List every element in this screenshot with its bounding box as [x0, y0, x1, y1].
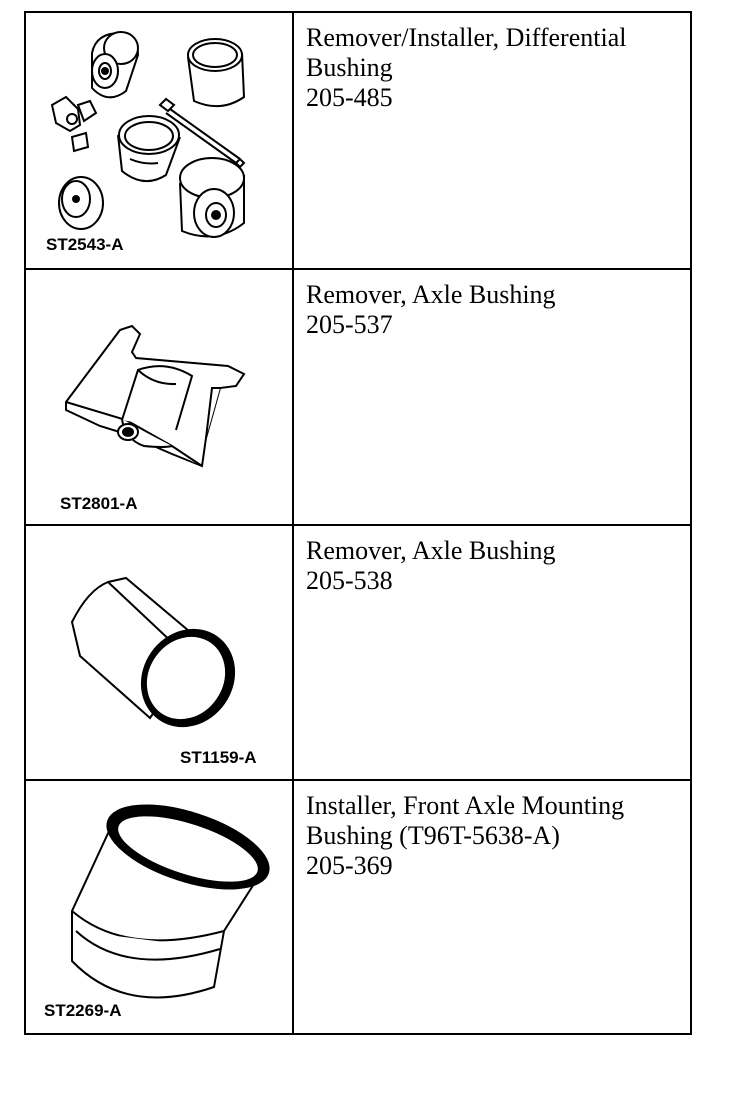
table-row — [26, 781, 690, 1033]
tool-description — [306, 280, 686, 340]
tool-number: 205-537 — [306, 310, 393, 339]
illustration-code: ST1159-A — [180, 748, 257, 767]
table-row — [26, 13, 690, 270]
tool-image-cell — [26, 526, 294, 779]
tool-name-continued: Bushing (T96T-5638-A) — [306, 821, 560, 850]
illustration-code: ST2269-A — [44, 1001, 122, 1020]
tool-number: 205-369 — [306, 851, 393, 880]
tool-description — [306, 791, 686, 881]
tool-name: Remover, Axle Bushing — [306, 536, 556, 565]
tool-name: Installer, Front Axle Mounting — [306, 791, 625, 820]
tool-image-cell — [26, 270, 294, 524]
tool-number: 205-538 — [306, 566, 393, 595]
axle-bushing-remover-sleeve-icon — [26, 526, 292, 779]
tool-number: 205-485 — [306, 83, 393, 112]
illustration-code: ST2801-A — [60, 494, 138, 513]
table-row — [26, 526, 690, 781]
table-row — [26, 270, 690, 526]
tool-name: Remover, Axle Bushing — [306, 280, 556, 309]
tool-description — [306, 23, 686, 113]
tool-description — [306, 536, 686, 596]
tool-name: Remover/Installer, Differential — [306, 23, 627, 52]
axle-bushing-remover-fork-icon — [26, 270, 292, 524]
special-tools-table — [24, 11, 692, 1035]
tool-image-cell — [26, 13, 294, 268]
tool-name-continued: Bushing — [306, 53, 393, 82]
tool-image-cell — [26, 781, 294, 1033]
axle-mounting-bushing-installer-icon — [26, 781, 292, 1031]
illustration-code: ST2543-A — [46, 235, 124, 254]
differential-bushing-tool-set-icon — [26, 13, 292, 268]
